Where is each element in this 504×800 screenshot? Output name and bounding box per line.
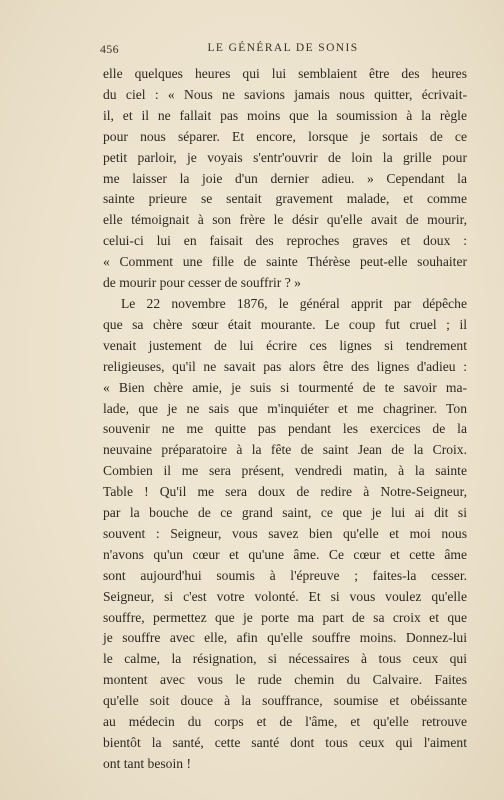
text-line: souffre, permettez que je porte ma part de sa croix et que <box>103 609 467 625</box>
text-line: Table ! Qu'il me sera doux de redire à Notre-Seigneur, <box>103 484 467 500</box>
text-line: de mourir pour cesser de souffrir ? » <box>103 275 301 291</box>
text-line: me laisser la joie d'un dernier adieu. » Cependant la <box>103 170 467 186</box>
text-line: Le 22 novembre 1876, le général apprit par dépêche <box>121 295 467 311</box>
text-line: bientôt la santé, cette santé dont tous ceux qui l'aiment <box>103 735 467 750</box>
text-line: au médecin du corps et de l'âme, et qu'elle retrouve <box>103 714 467 730</box>
text-line: petit parloir, je voyais s'entr'ouvrir de loin la grille pour <box>103 149 467 165</box>
text-line: pour nous séparer. Et encore, lorsque je sortais de ce <box>103 128 467 144</box>
text-line: venait justement de lui écrire ces lignes si tendrement <box>103 337 467 353</box>
text-line: « Bien chère amie, je suis si tourmenté de te savoir ma- <box>103 379 467 395</box>
text-line: Combien il me sera présent, vendredi matin, à la sainte <box>103 463 467 479</box>
text-line: neuvaine préparatoire à la fête de saint Jean de la Croix. <box>103 442 467 458</box>
text-line: celui-ci lui en faisait des reproches graves et doux : <box>103 233 467 249</box>
text-line: elle témoignait à son frère le désir qu'elle avait de mourir, <box>103 212 467 228</box>
text-line: par la bouche de ce grand saint, ce que je lui ai dit si <box>103 505 467 521</box>
text-line: le calme, la résignation, si nécessaires à tous ceux qui <box>103 651 467 667</box>
text-line: ont tant besoin ! <box>103 755 191 771</box>
text-line: sont aujourd'hui soumis à l'épreuve ; faites-la cesser. <box>103 567 467 583</box>
text-line: souvent : Seigneur, vous savez bien qu'elle et moi nous <box>103 525 467 541</box>
text-line: je souffre avec elle, afin qu'elle souffre moins. Donnez-lui <box>103 630 467 646</box>
page-number: 456 <box>100 42 119 56</box>
text-line: lade, que je ne sais que m'inquiéter et me chagriner. Ton <box>103 400 467 416</box>
running-title: LE GÉNÉRAL DE SONIS <box>207 42 359 54</box>
text-line: sainte prieure se sentait gravement malade, et comme <box>103 191 467 207</box>
text-line: « Comment une fille de sainte Thérèse peut-elle souhaiter <box>103 254 467 270</box>
text-line: il, et il ne fallait pas moins que la soumission à la règle <box>103 107 467 123</box>
text-line: du ciel : « Nous ne savions jamais nous quitter, écrivait- <box>103 86 467 102</box>
text-line: souvenir ne me quitte pas pendant les exercices de la <box>103 421 467 437</box>
text-line: qu'elle soit douce à la souffrance, soumise et obéissante <box>103 693 467 709</box>
text-line: elle quelques heures qui lui semblaient être des heures <box>103 66 467 81</box>
body-text <box>103 64 467 775</box>
text-line: n'avons qu'un cœur et qu'une âme. Ce cœur et cette âme <box>103 546 467 562</box>
text-line: que sa chère sœur était mourante. Le coup fut cruel ; il <box>103 316 467 332</box>
text-line: religieuses, qu'il ne savait pas alors être des lignes d'adieu : <box>103 358 467 374</box>
page-header <box>100 42 466 60</box>
text-line: Seigneur, si c'est votre volonté. Et si vous voulez qu'elle <box>103 588 467 604</box>
text-line: montent avec vous le rude chemin du Calvaire. Faites <box>103 672 467 688</box>
